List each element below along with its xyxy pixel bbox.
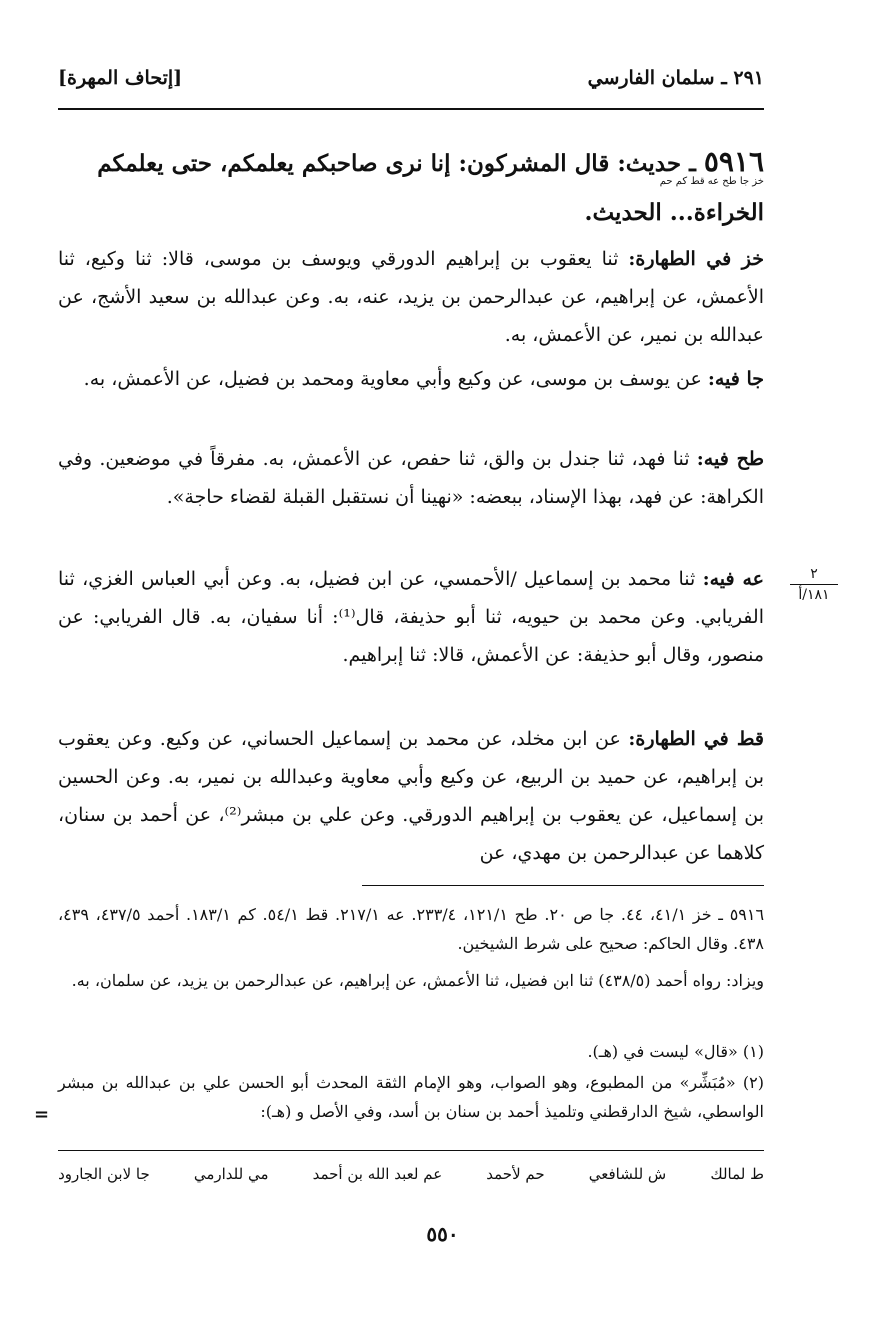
sigla-item: عم لعبد الله بن أحمد — [312, 1165, 443, 1183]
paragraph-tah — [58, 440, 764, 516]
sigla-item: ط لمالك — [710, 1165, 764, 1183]
paragraph-text: ثنا يعقوب بن إبراهيم الدورقي ويوسف بن موسى، قالا: ثنا وكيع، ثنا الأعمش، عن إبراهيم، عن عبدالرحمن بن يزيد، عنه، به. وعن عبدالله بن سعيد الأشج، عن عبدالله بن نمير، عن الأعمش، به. — [58, 248, 764, 346]
paragraph-text: ثنا محمد بن إسماعيل /الأحمسي، عن ابن فضيل، به. وعن أبي العباس الغزي، ثنا الفريابي. وعن محمد بن حيويه، ثنا أبو حذيفة، قال⁽¹⁾: أنا سفيان، به. قال الفريابي: عن منصور، وقال أبو حذيفة: عن الأعمش، قالا: ثنا إبراهيم. — [58, 568, 764, 666]
page-number: ٥٥٠ — [426, 1222, 459, 1246]
paragraph-text: عن ابن مخلد، عن محمد بن إسماعيل الحساني، عن وكيع. وعن يعقوب بن إبراهيم، عن حميد بن الربيع، عن وكيع وأبي معاوية وعبدالله بن نمير، به. وعن الحسين بن إسماعيل، عن يعقوب بن إبراهيم الدورقي. وعن علي بن مبشر⁽²⁾، عن أحمد بن سنان، كلاهما عن عبدالرحمن بن مهدي، عن — [58, 728, 764, 864]
hadith-number: ٥٩١٦ — [703, 145, 764, 178]
footnote-addition: ويزاد: رواه أحمد (٤٣٨/٥) ثنا ابن فضيل، ثنا الأعمش، عن إبراهيم، عن عبدالرحمن بن يزيد، عن سلمان، به. — [71, 971, 764, 990]
paragraph-ja — [58, 360, 764, 398]
paragraph-text: ثنا فهد، ثنا جندل بن والق، ثنا حفص، عن الأعمش، به. مفرقاً في موضعين. وفي الكراهة: عن فهد، بهذا الإسناد، ببعضه: «نهينا أن نستقبل القبلة لقضاء حاجة». — [58, 448, 764, 508]
header-chapter-title: ٢٩١ ـ سلمان الفارسي — [587, 67, 764, 89]
footnote-sources: ٥٩١٦ ـ خز ٤١/١، ٤٤. جا ص ٢٠. طح ١٢١/١، ٢٣٣/٤. عه ٢١٧/١. قط ٥٤/١. كم ١٨٣/١. أحمد ٤٣٧/٥، ٤٣٩، ٤٣٨. وقال الحاكم: صحيح على شرط الشيخين. — [58, 905, 765, 953]
paragraph-qt — [58, 720, 764, 872]
sigla-legend — [58, 1165, 764, 1183]
sigla-item: حم لأحمد — [486, 1165, 545, 1183]
hadith-sigla: خز جا طح عه قط كم حم — [659, 176, 764, 187]
footnote-divider — [362, 885, 764, 886]
paragraph-lead: خز في الطهارة: — [628, 248, 764, 270]
manuscript-folio-note — [790, 566, 838, 603]
running-header — [58, 58, 764, 98]
sigla-item: ش للشافعي — [588, 1165, 667, 1183]
sigla-item: مي للدارمي — [193, 1165, 269, 1183]
footnote-2: (٢) «مُبَشِّر» من المطبوع، وهو الصواب، وهو الإمام الثقة المحدث أبو الحسن علي بن عبدالله بن مبشر الواسطي، شيخ الدارقطني وتلميذ أحمد بن سنان بن أسد، وفي الأصل و (هـ): — [58, 1073, 764, 1121]
paragraph-text: عن يوسف بن موسى، عن وكيع وأبي معاوية ومحمد بن فضيل، عن الأعمش، به. — [83, 368, 708, 390]
header-divider — [58, 108, 764, 110]
hadith-title-end: الخراءة... الحديث. — [584, 199, 764, 226]
paragraph-lead: جا فيه: — [707, 368, 764, 390]
paragraph-lead: طح فيه: — [696, 448, 764, 470]
header-book-title: [إتحاف المهرة] — [58, 67, 183, 89]
legend-divider — [58, 1150, 764, 1151]
footnote-continuation-mark: = — [34, 1104, 50, 1125]
paragraph-khz — [58, 240, 764, 354]
folio-bottom: ١٨١/أ — [798, 587, 830, 603]
folio-top: ٢ — [810, 566, 818, 582]
sigla-item: جا لابن الجارود — [58, 1165, 150, 1183]
hadith-title-text: ـ حديث: قال المشركون: إنا نرى صاحبكم يعلمكم، حتى يعلمكم — [97, 150, 704, 177]
folio-divider — [790, 584, 838, 585]
paragraph-lead: قط في الطهارة: — [628, 728, 764, 750]
paragraph-ah — [58, 560, 764, 674]
paragraph-lead: عه فيه: — [702, 568, 764, 590]
footnote-1: (١) «قال» ليست في (هـ). — [587, 1042, 764, 1061]
